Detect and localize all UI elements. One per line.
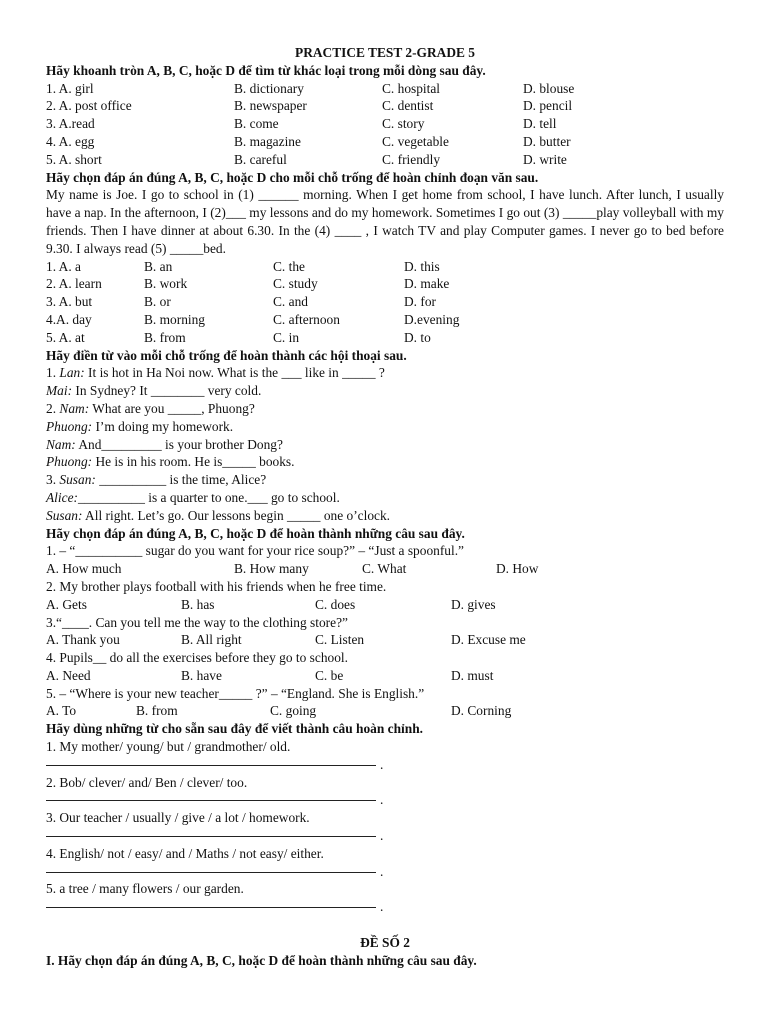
question-row: [46, 560, 724, 578]
option-b: B. an: [144, 258, 173, 274]
option-d: D. Corning: [451, 703, 512, 719]
option-b: B. have: [181, 667, 222, 683]
option-c: C. hospital: [382, 80, 441, 96]
option-a: 3. A. but: [46, 294, 93, 310]
question-row: [46, 293, 724, 311]
question-row: [46, 97, 724, 115]
option-d: D. tell: [523, 116, 557, 132]
question-text: 3.“____. Can you tell me the way to the clothing store?”: [46, 614, 348, 630]
option-c: C. story: [382, 116, 425, 132]
option-b: B. has: [181, 596, 215, 612]
speaker-name: Alice:: [46, 489, 78, 505]
speaker-name: Phuong:: [46, 418, 93, 434]
section-2-heading: Hãy chọn đáp án đúng A, B, C, hoặc D cho mỗi chỗ trống để hoàn chỉnh đoạn văn sau.: [46, 169, 539, 185]
option-d: D. pencil: [523, 98, 573, 114]
question-row: [46, 631, 724, 649]
option-a: 5. A. at: [46, 329, 85, 345]
option-c: C. and: [273, 294, 308, 310]
option-d: D. gives: [451, 596, 496, 612]
option-a: 5. A. short: [46, 151, 102, 167]
dialogue-line: Phuong: I’m doing my homework.: [46, 418, 234, 434]
question-row: [46, 80, 724, 98]
option-b: B. or: [144, 294, 171, 310]
option-c: C. dentist: [382, 98, 434, 114]
option-b: B. All right: [181, 632, 242, 648]
question-row: [46, 329, 724, 347]
option-d: D. for: [404, 294, 436, 310]
option-c: C. study: [273, 276, 318, 292]
dialogue-line: 3. Susan: __________ is the time, Alice?: [46, 472, 267, 488]
option-c: C. in: [273, 329, 300, 345]
option-d: D. must: [451, 667, 494, 683]
option-c: C. does: [315, 596, 356, 612]
speaker-name: Susan:: [46, 507, 83, 523]
answer-line[interactable]: .: [46, 898, 724, 916]
option-a: A. To: [46, 703, 77, 719]
option-a: 1. A. girl: [46, 80, 94, 96]
option-d: D. blouse: [523, 80, 575, 96]
option-d: D. make: [404, 276, 450, 292]
answer-line[interactable]: .: [46, 863, 724, 881]
option-c: C. Listen: [315, 632, 365, 648]
speaker-name: Nam:: [59, 400, 90, 416]
option-c: C. afternoon: [273, 311, 340, 327]
option-b: B. magazine: [234, 133, 301, 149]
option-b: B. careful: [234, 151, 287, 167]
question-row: [46, 311, 724, 329]
speaker-name: Susan:: [59, 472, 96, 488]
option-c: C. the: [273, 258, 305, 274]
dialogue-line: 1. Lan: It is hot in Ha Noi now. What is the ___ like in _____ ?: [46, 365, 385, 381]
option-a: 4.A. day: [46, 311, 92, 327]
option-c: C. be: [315, 667, 344, 683]
option-a: A. Need: [46, 667, 91, 683]
dialogue-line: Susan: All right. Let’s go. Our lessons begin _____ one o’clock.: [46, 507, 391, 523]
speaker-name: Lan:: [59, 365, 85, 381]
question-row: [46, 115, 724, 133]
question-text: 4. Pupils__ do all the exercises before they go to school.: [46, 650, 348, 666]
option-b: B. dictionary: [234, 80, 304, 96]
dialogue-line: Phuong: He is in his room. He is_____ books.: [46, 454, 295, 470]
section-3-heading: Hãy điền từ vào mỗi chỗ trống để hoàn thành các hội thoại sau.: [46, 347, 407, 363]
option-c: C. going: [270, 703, 317, 719]
sentence-prompt: 3. Our teacher / usually / give / a lot / homework.: [46, 810, 310, 826]
option-b: B. newspaper: [234, 98, 307, 114]
section-5-heading: Hãy dùng những từ cho sẵn sau đây để viết thành câu hoàn chỉnh.: [46, 721, 423, 737]
option-d: D. to: [404, 329, 431, 345]
sentence-prompt: 4. English/ not / easy/ and / Maths / not easy/ either.: [46, 845, 324, 861]
option-a: A. Thank you: [46, 632, 120, 648]
option-d: D. butter: [523, 133, 571, 149]
option-a: A. How much: [46, 561, 122, 577]
question-row: [46, 151, 724, 169]
reading-passage: My name is Joe. I go to school in (1) ______ morning. When I get home from school, I have lunch. After lunch, I usually have a nap. In the afternoon, I (2)___ my lessons and do my homework. Sometimes I go out (3) _____play volleyball with my friends. Then I have dinner at about 6.30. In the (4) ____ , I watch TV and play Computer games. I never go to bed before 9.30. I always read (5) _____bed.: [46, 187, 724, 256]
option-d: D. write: [523, 151, 567, 167]
answer-line[interactable]: .: [46, 756, 724, 774]
option-d: D. How: [496, 561, 539, 577]
dialogue-line: Nam: And_________ is your brother Dong?: [46, 436, 283, 452]
option-b: B. morning: [144, 311, 206, 327]
worksheet: [46, 44, 724, 969]
option-d: D. this: [404, 258, 440, 274]
sentence-prompt: 2. Bob/ clever/ and/ Ben / clever/ too.: [46, 774, 248, 790]
option-b: B. from: [136, 703, 178, 719]
section-4-heading: Hãy chọn đáp án đúng A, B, C, hoặc D để hoàn thành những câu sau đây.: [46, 525, 465, 541]
question-row: [46, 667, 724, 685]
option-c: C. vegetable: [382, 133, 449, 149]
question-text: 5. – “Where is your new teacher_____ ?” – “England. She is English.”: [46, 685, 425, 701]
sentence-prompt: 1. My mother/ young/ but / grandmother/ old.: [46, 739, 291, 755]
speaker-name: Phuong:: [46, 454, 93, 470]
option-a: 2. A. learn: [46, 276, 102, 292]
answer-line[interactable]: .: [46, 827, 724, 845]
question-row: [46, 133, 724, 151]
page-title: PRACTICE TEST 2-GRADE 5: [295, 45, 475, 60]
sentence-prompt: 5. a tree / many flowers / our garden.: [46, 881, 244, 897]
speaker-name: Nam:: [46, 436, 76, 452]
answer-line[interactable]: .: [46, 791, 724, 809]
option-a: 2. A. post office: [46, 98, 132, 114]
dialogue-line: Mai: In Sydney? It ________ very cold.: [46, 383, 262, 399]
test-2-title: ĐỀ SỐ 2: [360, 934, 410, 950]
speaker-name: Mai:: [46, 383, 73, 399]
option-d: D. Excuse me: [451, 632, 526, 648]
dialogue-line: 2. Nam: What are you _____, Phuong?: [46, 400, 255, 416]
option-b: B. from: [144, 329, 186, 345]
option-b: B. come: [234, 116, 279, 132]
question-row: [46, 275, 724, 293]
option-b: B. work: [144, 276, 188, 292]
question-text: 1. – “__________ sugar do you want for your rice soup?” – “Just a spoonful.”: [46, 543, 464, 559]
option-a: 1. A. a: [46, 258, 81, 274]
question-row: [46, 702, 724, 720]
option-c: C. What: [362, 561, 407, 577]
option-c: C. friendly: [382, 151, 441, 167]
option-a: A. Gets: [46, 596, 87, 612]
section-1-heading: Hãy khoanh tròn A, B, C, hoặc D để tìm từ khác loại trong mỗi dòng sau đây.: [46, 62, 486, 78]
option-a: 4. A. egg: [46, 133, 95, 149]
option-a: 3. A.read: [46, 116, 95, 132]
dialogue-line: Alice:__________ is a quarter to one.___ go to school.: [46, 489, 340, 505]
question-row: [46, 258, 724, 276]
question-text: 2. My brother plays football with his friends when he free time.: [46, 578, 387, 594]
question-row: [46, 596, 724, 614]
option-d: D.evening: [404, 311, 460, 327]
option-b: B. How many: [234, 561, 309, 577]
test-2-heading: I. Hãy chọn đáp án đúng A, B, C, hoặc D để hoàn thành những câu sau đây.: [46, 952, 477, 968]
